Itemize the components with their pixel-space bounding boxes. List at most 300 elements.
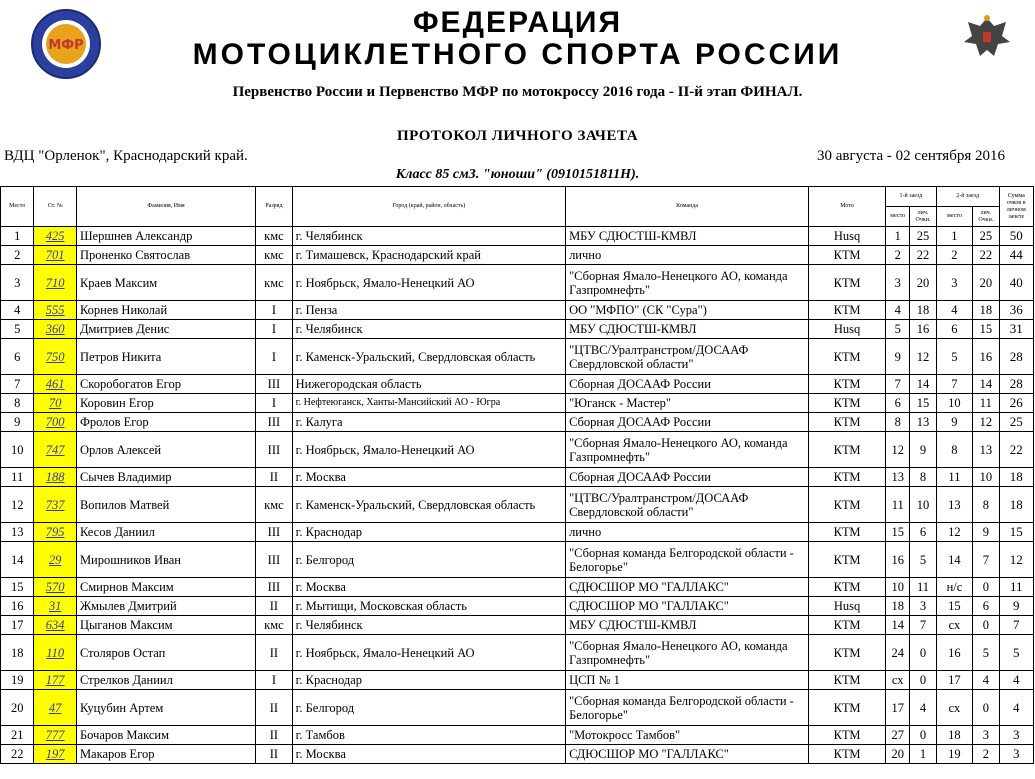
col-bib: Ст. №: [34, 187, 77, 227]
row-race2-points: 9: [973, 523, 999, 542]
row-race1-points: 25: [910, 227, 936, 246]
row-place: 8: [1, 394, 34, 413]
row-sum: 28: [999, 339, 1034, 375]
row-race2-points: 12: [973, 413, 999, 432]
row-rank: кмс: [256, 246, 292, 265]
row-place: 18: [1, 635, 34, 671]
row-team: "ЦТВС/Уралтранстром/ДОСААФ Свердловской области": [566, 487, 809, 523]
row-city: г. Каменск-Уральский, Свердловская область: [292, 487, 565, 523]
row-city: г. Мытищи, Московская область: [292, 597, 565, 616]
row-race1-points: 14: [910, 375, 936, 394]
table-row: [1, 432, 1034, 468]
row-race2-points: 20: [973, 265, 999, 301]
col-race1-place: место: [886, 207, 910, 227]
row-race1-place: 4: [886, 301, 910, 320]
row-name: Орлов Алексей: [76, 432, 255, 468]
row-rank: кмс: [256, 487, 292, 523]
row-city: г. Ноябрьск, Ямало-Ненецкий АО: [292, 432, 565, 468]
row-sum: 18: [999, 487, 1034, 523]
row-name: Столяров Остап: [76, 635, 255, 671]
col-city: Город (край, район, область): [292, 187, 565, 227]
row-city: г. Челябинск: [292, 227, 565, 246]
row-moto: КТМ: [809, 413, 886, 432]
row-place: 20: [1, 690, 34, 726]
row-rank: III: [256, 523, 292, 542]
class-line: Класс 85 смЗ. "юноши" (0910151811Н).: [395, 167, 640, 182]
row-team: лично: [566, 246, 809, 265]
row-moto: Husq: [809, 320, 886, 339]
row-team: "Сборная Ямало-Ненецкого АО, команда Газпромнефть": [566, 265, 809, 301]
row-race1-points: 4: [910, 690, 936, 726]
row-race2-place: 16: [936, 635, 972, 671]
col-team: Команда: [566, 187, 809, 227]
row-rank: I: [256, 394, 292, 413]
col-race1: 1-й заезд: [886, 187, 937, 207]
row-rank: I: [256, 301, 292, 320]
row-rank: I: [256, 671, 292, 690]
row-race2-place: 4: [936, 301, 972, 320]
row-race2-place: 13: [936, 487, 972, 523]
row-race2-place: 15: [936, 597, 972, 616]
row-bib[interactable]: 47: [34, 690, 77, 726]
row-bib[interactable]: 795: [34, 523, 77, 542]
row-place: 1: [1, 227, 34, 246]
row-rank: III: [256, 578, 292, 597]
row-name: Мирошников Иван: [76, 542, 255, 578]
results-table: [0, 186, 1034, 764]
row-race1-points: 5: [910, 542, 936, 578]
row-team: "Сборная Ямало-Ненецкого АО, команда Газпромнефть": [566, 635, 809, 671]
row-bib[interactable]: 197: [34, 745, 77, 764]
table-row: [1, 542, 1034, 578]
row-race1-place: 15: [886, 523, 910, 542]
row-place: 16: [1, 597, 34, 616]
row-race2-place: сх: [936, 690, 972, 726]
row-race2-place: 3: [936, 265, 972, 301]
row-rank: II: [256, 726, 292, 745]
row-race2-place: 11: [936, 468, 972, 487]
table-row: [1, 523, 1034, 542]
row-name: Скоробогатов Егор: [76, 375, 255, 394]
row-race2-points: 0: [973, 578, 999, 597]
table-row: [1, 487, 1034, 523]
table-row: [1, 339, 1034, 375]
row-moto: КТМ: [809, 635, 886, 671]
table-row: [1, 745, 1034, 764]
org-title-line2: МОТОЦИКЛЕТНОГО СПОРТА РОССИИ: [192, 38, 843, 71]
row-city: г. Нефтеюганск, Ханты-Мансийский АО - Югра: [292, 394, 565, 413]
row-race2-points: 16: [973, 339, 999, 375]
row-place: 2: [1, 246, 34, 265]
row-moto: КТМ: [809, 375, 886, 394]
row-bib[interactable]: 70: [34, 394, 77, 413]
row-race1-points: 12: [910, 339, 936, 375]
row-sum: 11: [999, 578, 1034, 597]
col-race2-points: лич. Очки.: [973, 207, 999, 227]
org-title-line1: ФЕДЕРАЦИЯ: [412, 6, 623, 39]
table-row: [1, 726, 1034, 745]
row-name: Краев Максим: [76, 265, 255, 301]
row-city: Нижегородская область: [292, 375, 565, 394]
row-race1-points: 0: [910, 726, 936, 745]
row-race2-points: 10: [973, 468, 999, 487]
row-rank: I: [256, 320, 292, 339]
row-race1-points: 20: [910, 265, 936, 301]
row-city: г. Москва: [292, 745, 565, 764]
row-race1-place: 17: [886, 690, 910, 726]
row-bib[interactable]: 188: [34, 468, 77, 487]
row-place: 7: [1, 375, 34, 394]
col-name: Фамилия, Имя: [76, 187, 255, 227]
row-city: г. Челябинск: [292, 616, 565, 635]
row-place: 10: [1, 432, 34, 468]
row-rank: кмс: [256, 265, 292, 301]
row-team: МБУ СДЮСТШ-КМВЛ: [566, 227, 809, 246]
table-row: [1, 265, 1034, 301]
row-moto: КТМ: [809, 265, 886, 301]
row-race1-points: 18: [910, 301, 936, 320]
table-row: [1, 671, 1034, 690]
row-race2-points: 0: [973, 690, 999, 726]
row-moto: КТМ: [809, 487, 886, 523]
row-sum: 36: [999, 301, 1034, 320]
row-place: 14: [1, 542, 34, 578]
col-rank: Разряд: [256, 187, 292, 227]
row-race1-points: 16: [910, 320, 936, 339]
row-race2-place: 6: [936, 320, 972, 339]
row-city: г. Тамбов: [292, 726, 565, 745]
row-moto: КТМ: [809, 726, 886, 745]
row-moto: КТМ: [809, 432, 886, 468]
row-race2-points: 14: [973, 375, 999, 394]
row-team: "Сборная команда Белгородской области - Белогорье": [566, 542, 809, 578]
row-sum: 15: [999, 523, 1034, 542]
row-team: МБУ СДЮСТШ-КМВЛ: [566, 320, 809, 339]
row-race2-points: 11: [973, 394, 999, 413]
row-race2-place: сх: [936, 616, 972, 635]
table-row: [1, 635, 1034, 671]
row-city: г. Белгород: [292, 542, 565, 578]
row-name: Стрелков Даниил: [76, 671, 255, 690]
row-bib[interactable]: 710: [34, 265, 77, 301]
row-race2-place: 19: [936, 745, 972, 764]
row-moto: КТМ: [809, 745, 886, 764]
row-city: г. Тимашевск, Краснодарский край: [292, 246, 565, 265]
row-moto: КТМ: [809, 246, 886, 265]
row-rank: III: [256, 375, 292, 394]
row-team: СДЮСШОР МО "ГАЛЛАКС": [566, 745, 809, 764]
row-race2-points: 7: [973, 542, 999, 578]
row-name: Куцубин Артем: [76, 690, 255, 726]
row-team: ЦСП № 1: [566, 671, 809, 690]
row-race1-place: 3: [886, 265, 910, 301]
row-race1-place: 10: [886, 578, 910, 597]
col-place: Место: [1, 187, 34, 227]
row-race1-points: 13: [910, 413, 936, 432]
row-moto: КТМ: [809, 542, 886, 578]
event-dates: 30 августа - 02 сентября 2016: [816, 148, 1005, 164]
row-rank: II: [256, 745, 292, 764]
row-name: Корнев Николай: [76, 301, 255, 320]
row-bib[interactable]: 634: [34, 616, 77, 635]
row-race1-place: 11: [886, 487, 910, 523]
row-race2-points: 15: [973, 320, 999, 339]
row-name: Проненко Святослав: [76, 246, 255, 265]
row-bib[interactable]: 177: [34, 671, 77, 690]
row-bib[interactable]: 570: [34, 578, 77, 597]
row-name: Бочаров Максим: [76, 726, 255, 745]
row-moto: Husq: [809, 597, 886, 616]
row-race2-place: 1: [936, 227, 972, 246]
row-sum: 18: [999, 468, 1034, 487]
protocol-title: ПРОТОКОЛ ЛИЧНОГО ЗАЧЕТА: [396, 128, 639, 144]
row-rank: III: [256, 413, 292, 432]
row-race2-points: 0: [973, 616, 999, 635]
row-name: Сычев Владимир: [76, 468, 255, 487]
row-race1-place: 13: [886, 468, 910, 487]
row-race1-place: 5: [886, 320, 910, 339]
row-sum: 50: [999, 227, 1034, 246]
row-sum: 31: [999, 320, 1034, 339]
row-race2-points: 8: [973, 487, 999, 523]
row-moto: Husq: [809, 227, 886, 246]
row-team: "Сборная команда Белгородской области - Белогорье": [566, 690, 809, 726]
row-moto: КТМ: [809, 616, 886, 635]
row-race1-points: 0: [910, 635, 936, 671]
row-city: г. Ноябрьск, Ямало-Ненецкий АО: [292, 265, 565, 301]
row-place: 17: [1, 616, 34, 635]
row-rank: кмс: [256, 227, 292, 246]
table-row: [1, 616, 1034, 635]
row-moto: КТМ: [809, 523, 886, 542]
row-city: г. Краснодар: [292, 671, 565, 690]
row-race2-place: 5: [936, 339, 972, 375]
row-bib[interactable]: 700: [34, 413, 77, 432]
row-sum: 5: [999, 635, 1034, 671]
table-row: [1, 597, 1034, 616]
row-bib[interactable]: 747: [34, 432, 77, 468]
row-place: 9: [1, 413, 34, 432]
col-race1-points: лич. Очки.: [910, 207, 936, 227]
row-rank: II: [256, 468, 292, 487]
row-sum: 3: [999, 726, 1034, 745]
row-place: 15: [1, 578, 34, 597]
row-race2-points: 6: [973, 597, 999, 616]
row-race2-points: 5: [973, 635, 999, 671]
row-bib[interactable]: 425: [34, 227, 77, 246]
logo-text: МФР: [48, 38, 84, 53]
row-moto: КТМ: [809, 578, 886, 597]
row-team: "Мотокросс Тамбов": [566, 726, 809, 745]
championship-title: Первенство России и Первенство МФР по мотокроссу 2016 года - II-й этап ФИНАЛ.: [232, 84, 803, 100]
row-race1-place: 2: [886, 246, 910, 265]
row-city: г. Москва: [292, 578, 565, 597]
row-race1-points: 9: [910, 432, 936, 468]
row-name: Петров Никита: [76, 339, 255, 375]
row-bib[interactable]: 737: [34, 487, 77, 523]
row-place: 4: [1, 301, 34, 320]
row-city: г. Краснодар: [292, 523, 565, 542]
row-place: 11: [1, 468, 34, 487]
row-team: СДЮСШОР МО "ГАЛЛАКС": [566, 578, 809, 597]
row-team: "ЦТВС/Уралтранстром/ДОСААФ Свердловской области": [566, 339, 809, 375]
row-race1-points: 6: [910, 523, 936, 542]
col-moto: Мото: [809, 187, 886, 227]
row-sum: 28: [999, 375, 1034, 394]
row-bib[interactable]: 777: [34, 726, 77, 745]
row-sum: 22: [999, 432, 1034, 468]
row-bib[interactable]: 360: [34, 320, 77, 339]
row-rank: III: [256, 542, 292, 578]
row-name: Коровин Егор: [76, 394, 255, 413]
row-sum: 26: [999, 394, 1034, 413]
row-place: 19: [1, 671, 34, 690]
row-team: "Сборная Ямало-Ненецкого АО, команда Газпромнефть": [566, 432, 809, 468]
row-race1-place: 12: [886, 432, 910, 468]
row-bib[interactable]: 701: [34, 246, 77, 265]
row-moto: КТМ: [809, 301, 886, 320]
row-name: Цыганов Максим: [76, 616, 255, 635]
row-race1-place: 9: [886, 339, 910, 375]
row-sum: 25: [999, 413, 1034, 432]
row-place: 6: [1, 339, 34, 375]
row-moto: КТМ: [809, 468, 886, 487]
row-race2-place: 2: [936, 246, 972, 265]
row-race1-place: 8: [886, 413, 910, 432]
row-rank: II: [256, 597, 292, 616]
row-race2-points: 4: [973, 671, 999, 690]
row-race2-points: 13: [973, 432, 999, 468]
row-place: 12: [1, 487, 34, 523]
row-city: г. Каменск-Уральский, Свердловская область: [292, 339, 565, 375]
table-row: [1, 227, 1034, 246]
row-place: 5: [1, 320, 34, 339]
row-team: "Юганск - Мастер": [566, 394, 809, 413]
row-race1-place: 27: [886, 726, 910, 745]
row-race1-points: 11: [910, 578, 936, 597]
row-team: Сборная ДОСААФ России: [566, 413, 809, 432]
row-race2-place: 17: [936, 671, 972, 690]
row-place: 13: [1, 523, 34, 542]
row-city: г. Белгород: [292, 690, 565, 726]
row-sum: 7: [999, 616, 1034, 635]
row-rank: III: [256, 432, 292, 468]
venue: ВДЦ "Орленок", Краснодарский край.: [4, 148, 248, 164]
row-name: Макаров Егор: [76, 745, 255, 764]
row-race1-points: 0: [910, 671, 936, 690]
row-race1-place: 7: [886, 375, 910, 394]
row-place: 21: [1, 726, 34, 745]
table-row: [1, 468, 1034, 487]
col-race2: 2-й заезд: [936, 187, 999, 207]
results-body: [1, 227, 1034, 764]
row-race1-place: 6: [886, 394, 910, 413]
row-race1-place: 16: [886, 542, 910, 578]
table-row: [1, 413, 1034, 432]
col-race2-place: место: [936, 207, 972, 227]
row-race2-place: 9: [936, 413, 972, 432]
table-row: [1, 301, 1034, 320]
row-sum: 12: [999, 542, 1034, 578]
row-name: Жмылев Дмитрий: [76, 597, 255, 616]
row-name: Смирнов Максим: [76, 578, 255, 597]
row-race2-place: 8: [936, 432, 972, 468]
row-sum: 3: [999, 745, 1034, 764]
row-sum: 4: [999, 671, 1034, 690]
row-race2-place: 12: [936, 523, 972, 542]
row-bib[interactable]: 555: [34, 301, 77, 320]
table-row: [1, 578, 1034, 597]
row-team: МБУ СДЮСТШ-КМВЛ: [566, 616, 809, 635]
row-race1-points: 3: [910, 597, 936, 616]
row-race2-place: 18: [936, 726, 972, 745]
row-city: г. Калуга: [292, 413, 565, 432]
row-bib[interactable]: 750: [34, 339, 77, 375]
row-team: СДЮСШОР МО "ГАЛЛАКС": [566, 597, 809, 616]
row-bib[interactable]: 110: [34, 635, 77, 671]
row-name: Кесов Даниил: [76, 523, 255, 542]
row-rank: кмс: [256, 616, 292, 635]
row-moto: КТМ: [809, 339, 886, 375]
row-name: Дмитриев Денис: [76, 320, 255, 339]
row-team: ОО "МФПО" (СК "Сура"): [566, 301, 809, 320]
row-sum: 44: [999, 246, 1034, 265]
row-race1-place: 1: [886, 227, 910, 246]
row-moto: КТМ: [809, 671, 886, 690]
row-city: г. Москва: [292, 468, 565, 487]
row-race1-points: 8: [910, 468, 936, 487]
row-place: 22: [1, 745, 34, 764]
row-race2-points: 2: [973, 745, 999, 764]
row-team: Сборная ДОСААФ России: [566, 468, 809, 487]
row-rank: II: [256, 635, 292, 671]
row-place: 3: [1, 265, 34, 301]
row-name: Вопилов Матвей: [76, 487, 255, 523]
row-race1-place: 14: [886, 616, 910, 635]
row-city: г. Челябинск: [292, 320, 565, 339]
table-row: [1, 320, 1034, 339]
row-bib[interactable]: 29: [34, 542, 77, 578]
row-race1-points: 10: [910, 487, 936, 523]
row-race1-place: 24: [886, 635, 910, 671]
row-team: лично: [566, 523, 809, 542]
row-race1-points: 1: [910, 745, 936, 764]
row-sum: 9: [999, 597, 1034, 616]
row-race2-place: 7: [936, 375, 972, 394]
row-rank: I: [256, 339, 292, 375]
row-race1-place: сх: [886, 671, 910, 690]
row-race1-points: 15: [910, 394, 936, 413]
table-row: [1, 246, 1034, 265]
row-name: Фролов Егор: [76, 413, 255, 432]
row-sum: 40: [999, 265, 1034, 301]
row-city: г. Пенза: [292, 301, 565, 320]
row-bib[interactable]: 31: [34, 597, 77, 616]
col-sum: Сумма очков в личном зачете: [999, 187, 1034, 227]
row-sum: 4: [999, 690, 1034, 726]
row-race2-points: 18: [973, 301, 999, 320]
row-rank: II: [256, 690, 292, 726]
row-race1-place: 18: [886, 597, 910, 616]
row-race1-points: 22: [910, 246, 936, 265]
row-race1-points: 7: [910, 616, 936, 635]
table-row: [1, 375, 1034, 394]
row-moto: КТМ: [809, 394, 886, 413]
row-bib[interactable]: 461: [34, 375, 77, 394]
row-city: г. Ноябрьск, Ямало-Ненецкий АО: [292, 635, 565, 671]
table-row: [1, 394, 1034, 413]
row-race2-place: 10: [936, 394, 972, 413]
